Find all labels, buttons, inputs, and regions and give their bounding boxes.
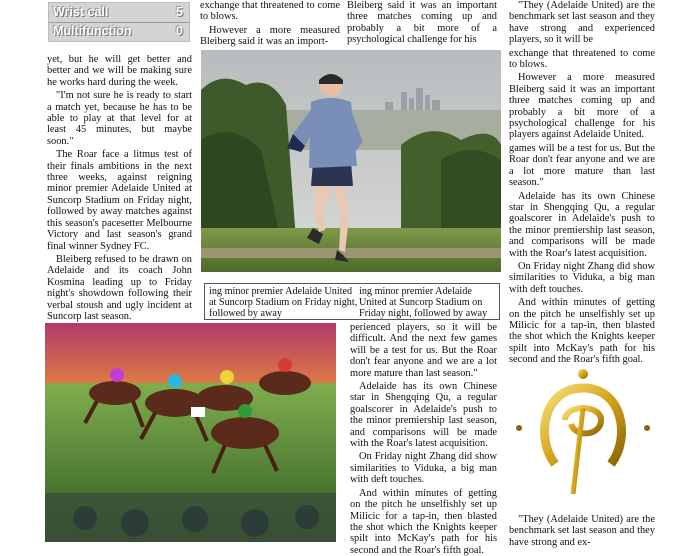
paragraph: exchange that threatened to come to blows. <box>509 47 655 71</box>
horse-racing-photo <box>45 323 336 542</box>
article-column-right-bottom <box>509 514 655 548</box>
article-column-right <box>509 0 655 366</box>
paragraph: However a more measured Bleiberg said it was an important three matches coming up and probably a bit more of a psychological challenge for his players against Adelaide United. <box>509 72 655 141</box>
widget-row-2 <box>53 24 185 42</box>
horseshoe-emblem <box>515 368 655 500</box>
paragraph: games will be a test for us. But the Roar don't fear anyone and we are a lot more mature than last season." <box>509 142 655 189</box>
runner-photo <box>201 50 501 272</box>
widget-divider <box>49 22 189 23</box>
article-column-left <box>47 54 192 324</box>
paragraph: And within minutes of getting on the pitch he unselfishly set up Milicic for a tap-in, then blasted the shot which the Knights keeper spilt into McKay's path for his second and the Roar's fifth goal. <box>350 487 497 556</box>
paragraph: Bleiberg said it was an important three matches coming up and probably a bit more of a psychological challenge for his <box>347 0 497 46</box>
widget-row-1 <box>53 5 185 23</box>
paragraph: Bleiberg refused to be drawn on Adelaide and its coach John Kosmina leading up to Friday night's showdown following their verbal stoush and ugly incident at Suncorp last season. <box>47 253 192 322</box>
widget-label-1: Wrist call <box>53 5 109 19</box>
caption-text-2: ing minor premier Adelaide United at Suncorp Stadium on Friday night, followed by away <box>359 286 488 320</box>
widget-value-1: 5 <box>176 5 183 19</box>
paragraph: exchange that threatened to come to blows. <box>200 0 340 23</box>
widget-value-2: 0 <box>176 24 183 38</box>
caption-text-1: ing minor premier Adelaide United at Suncorp Stadium on Friday night, followed by away <box>209 286 358 320</box>
article-column-mid-bottom <box>350 322 497 556</box>
paragraph: On Friday night Zhang did show similarities to Viduka, a big man with deft touches. <box>509 260 655 295</box>
paragraph: However a more measured Bleiberg said it was an import- <box>200 24 340 48</box>
paragraph: Adelaide has its own Chinese star in Shengqing Qu, a regular goalscorer in Adelaide's push to the minor premiership last season, and comparisons will be made with the Roar's latest acquisition. <box>509 190 655 259</box>
paragraph: "They (Adelaide United) are the benchmark set last season and they have strong and ex- <box>509 514 655 548</box>
paragraph: And within minutes of getting on the pitch he unselfishly set up Milicic for a tap-in, then blasted the shot which the Knights keeper spilt into McKay's path for his second and the Roar's fifth goal. <box>509 297 655 366</box>
paragraph: yet, but he will get better and better and we will be making sure he works hard during the week. <box>47 54 192 88</box>
paragraph: On Friday night Zhang did show similarities to Viduka, a big man with deft touches. <box>350 451 497 486</box>
paragraph: perienced players, so it will be difficult. And the next few games will be a test for us. But the Roar don't fear anyone and we are a lot more mature than last season." <box>350 322 497 379</box>
article-column-mid-a <box>200 0 340 48</box>
paragraph: Adelaide has its own Chinese star in Shengqing Qu, a regular goalscorer in Adelaide's push to the minor premiership last season, and comparisons will be made with the Roar's latest acquisition. <box>350 381 497 450</box>
paragraph: "I'm not sure he is ready to start a match yet, because he has to be able to play at that level for at least 45 minutes, but maybe soon." <box>47 90 192 147</box>
score-widget <box>48 2 190 42</box>
article-column-mid-b <box>347 0 497 46</box>
photo-caption <box>204 283 500 320</box>
widget-label-2: Multifunction <box>53 24 132 38</box>
paragraph: "They (Adelaide United) are the benchmark set last season and they have strong and experienced players, so it will be <box>509 0 655 46</box>
paragraph: The Roar face a litmus test of their finals ambitions in the next three weeks, against reigning minor premier Adelaide United at Suncorp Stadium on Friday night, followed by away matches against this season's pacesetter Melbourne Victory and last season's grand final winner Sydney FC. <box>47 149 192 252</box>
